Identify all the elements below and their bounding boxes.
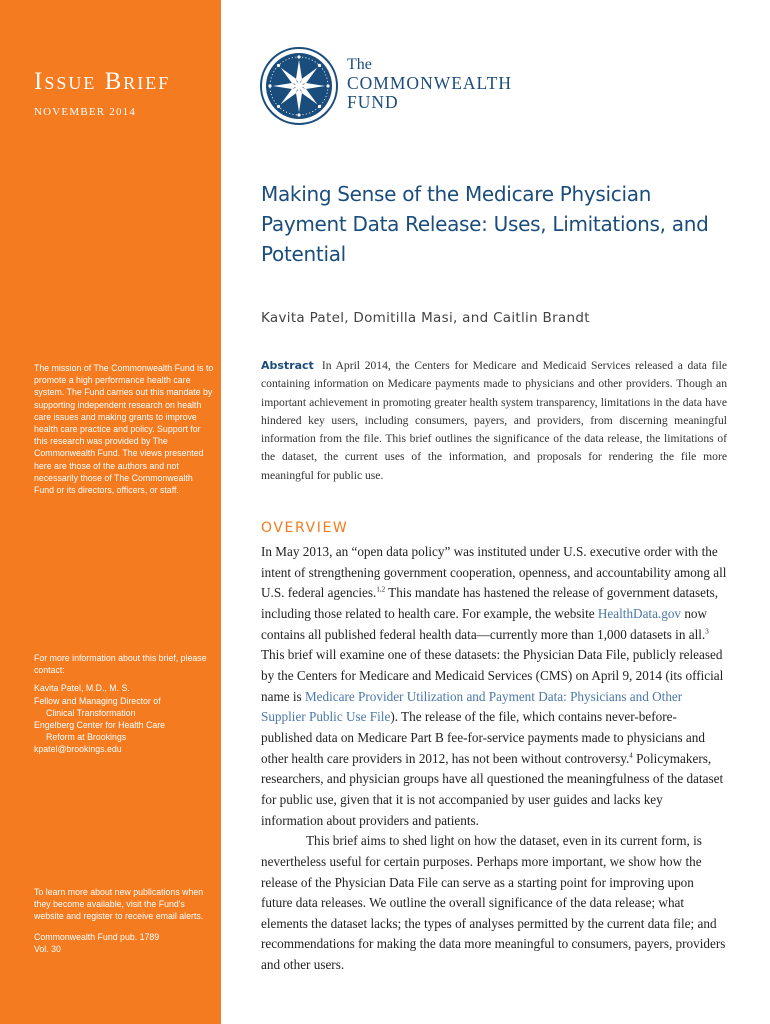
footnote-ref-4[interactable]: 4 — [629, 751, 633, 760]
footnote-ref-1-2[interactable]: 1,2 — [376, 585, 386, 594]
p1-text-a: In May 2013, an “open data policy” was instituted under U.S. executive order with the intent of strengthening government cooperation, openness, and accountability among all U.S. federal agencies. — [261, 544, 727, 601]
contact-intro: For more information about this brief, please contact: — [34, 653, 207, 676]
contact-name: Kavita Patel, M.D., M. S. — [34, 683, 130, 694]
p1-text-b: This mandate has hastened the release of government datasets, including those related to health care. For example, the website — [261, 585, 719, 621]
overview-paragraph-1 — [261, 542, 727, 831]
document-title: Making Sense of the Medicare Physician Payment Data Release: Uses, Limitations, and Potential — [261, 182, 709, 266]
contact-org-cont: Reform at Brookings — [46, 732, 127, 743]
pub-number: Commonwealth Fund pub. 1789 — [34, 931, 160, 942]
abstract — [261, 357, 727, 485]
volume: Vol. 30 — [34, 943, 61, 954]
sidebar — [0, 0, 221, 1024]
overview-paragraph-2: This brief aims to shed light on how the dataset, even in its current form, is nevertheless useful for certain purposes. Perhaps more important, we show how the release of the Physician Data File can serve as a starting point for improving upon future data releases. We outline the overall significance of the data release; what elements the dataset lacks; the types of analyses permitted by the current data file; and recommendations for making the data more meaningful to consumers, payers, providers and other users. — [261, 833, 726, 973]
overview-body — [261, 542, 727, 976]
contact-title-cont: Clinical Transformation — [46, 707, 136, 718]
authors: Kavita Patel, Domitilla Masi, and Caitlin Brandt — [261, 310, 590, 326]
p1-text-c: now contains all published federal health data—currently more than 1,000 datasets in all. — [261, 605, 708, 642]
medicare-data-file-link[interactable]: Medicare Provider Utilization and Payment Data: Physicians and Other Supplier Public Use File — [261, 688, 683, 725]
issue-date: NOVEMBER 2014 — [34, 106, 137, 118]
fund-name-commonwealth: COMMONWEALTH — [347, 73, 512, 93]
abstract-label: Abstract — [261, 359, 314, 372]
contact-org: Engelberg Center for Health Care — [34, 720, 166, 731]
fund-name-fund: FUND — [347, 92, 399, 112]
learn-more-text: To learn more about new publications when they become available, visit the Fund's website and register to receive email alerts. — [34, 887, 204, 922]
contact-block — [34, 652, 214, 756]
mission-statement: The mission of The Commonwealth Fund is to promote a high performance health care system. The Fund carries out this mandate by supporting independent research on health care issues and making grants to improve health care practice and policy. Support for this research was provided by The Commonwealth Fund. The views presented here are those of the authors and not necessarily those of The Commonwealth Fund or its directors, officers, or staff. — [34, 363, 214, 496]
fund-name-the: The — [347, 56, 372, 73]
footnote-ref-3[interactable]: 3 — [705, 627, 709, 636]
contact-title: Fellow and Managing Director of — [34, 695, 161, 706]
abstract-text: In April 2014, the Centers for Medicare and Medicaid Services released a data file containing information on Medicare payments made to physicians and other providers. Though an important achievement in promoting greater health system transparency, limitations in the data have hindered key users, including consumers, payers, and providers, from discerning meaningful information from the file. This brief outlines the significance of the data release, the limitations of the dataset, the current uses of the information, and proposals for rendering the file more meaningful for public use. — [261, 359, 727, 482]
fund-name — [347, 55, 512, 112]
publication-block — [34, 886, 214, 955]
p1-text-e: ). The release of the file, which contains never-before-published data on Medicare Part B fee-for-service payments made to physicians and other health care providers in 2012, has not been without controversy. — [261, 709, 705, 766]
p1-text-f: Policymakers, researchers, and physician groups have all questioned the meaningfulness of the dataset for public use, given that it is not accompanied by user guides and lacks key information about providers and patients. — [261, 750, 724, 828]
commonwealth-fund-logo-icon — [259, 46, 339, 126]
p1-text-d: This brief will examine one of these datasets: the Physician Data File, publicly released by the Centers for Medicare and Medicaid Services (CMS) on April 9, 2014 (its official name is — [261, 647, 724, 704]
issue-brief-title: Issue Brief — [34, 68, 171, 95]
overview-heading: OVERVIEW — [261, 520, 349, 536]
contact-email[interactable]: kpatel@brookings.edu — [34, 744, 122, 755]
healthdata-gov-link[interactable]: HealthData.gov — [597, 605, 682, 621]
